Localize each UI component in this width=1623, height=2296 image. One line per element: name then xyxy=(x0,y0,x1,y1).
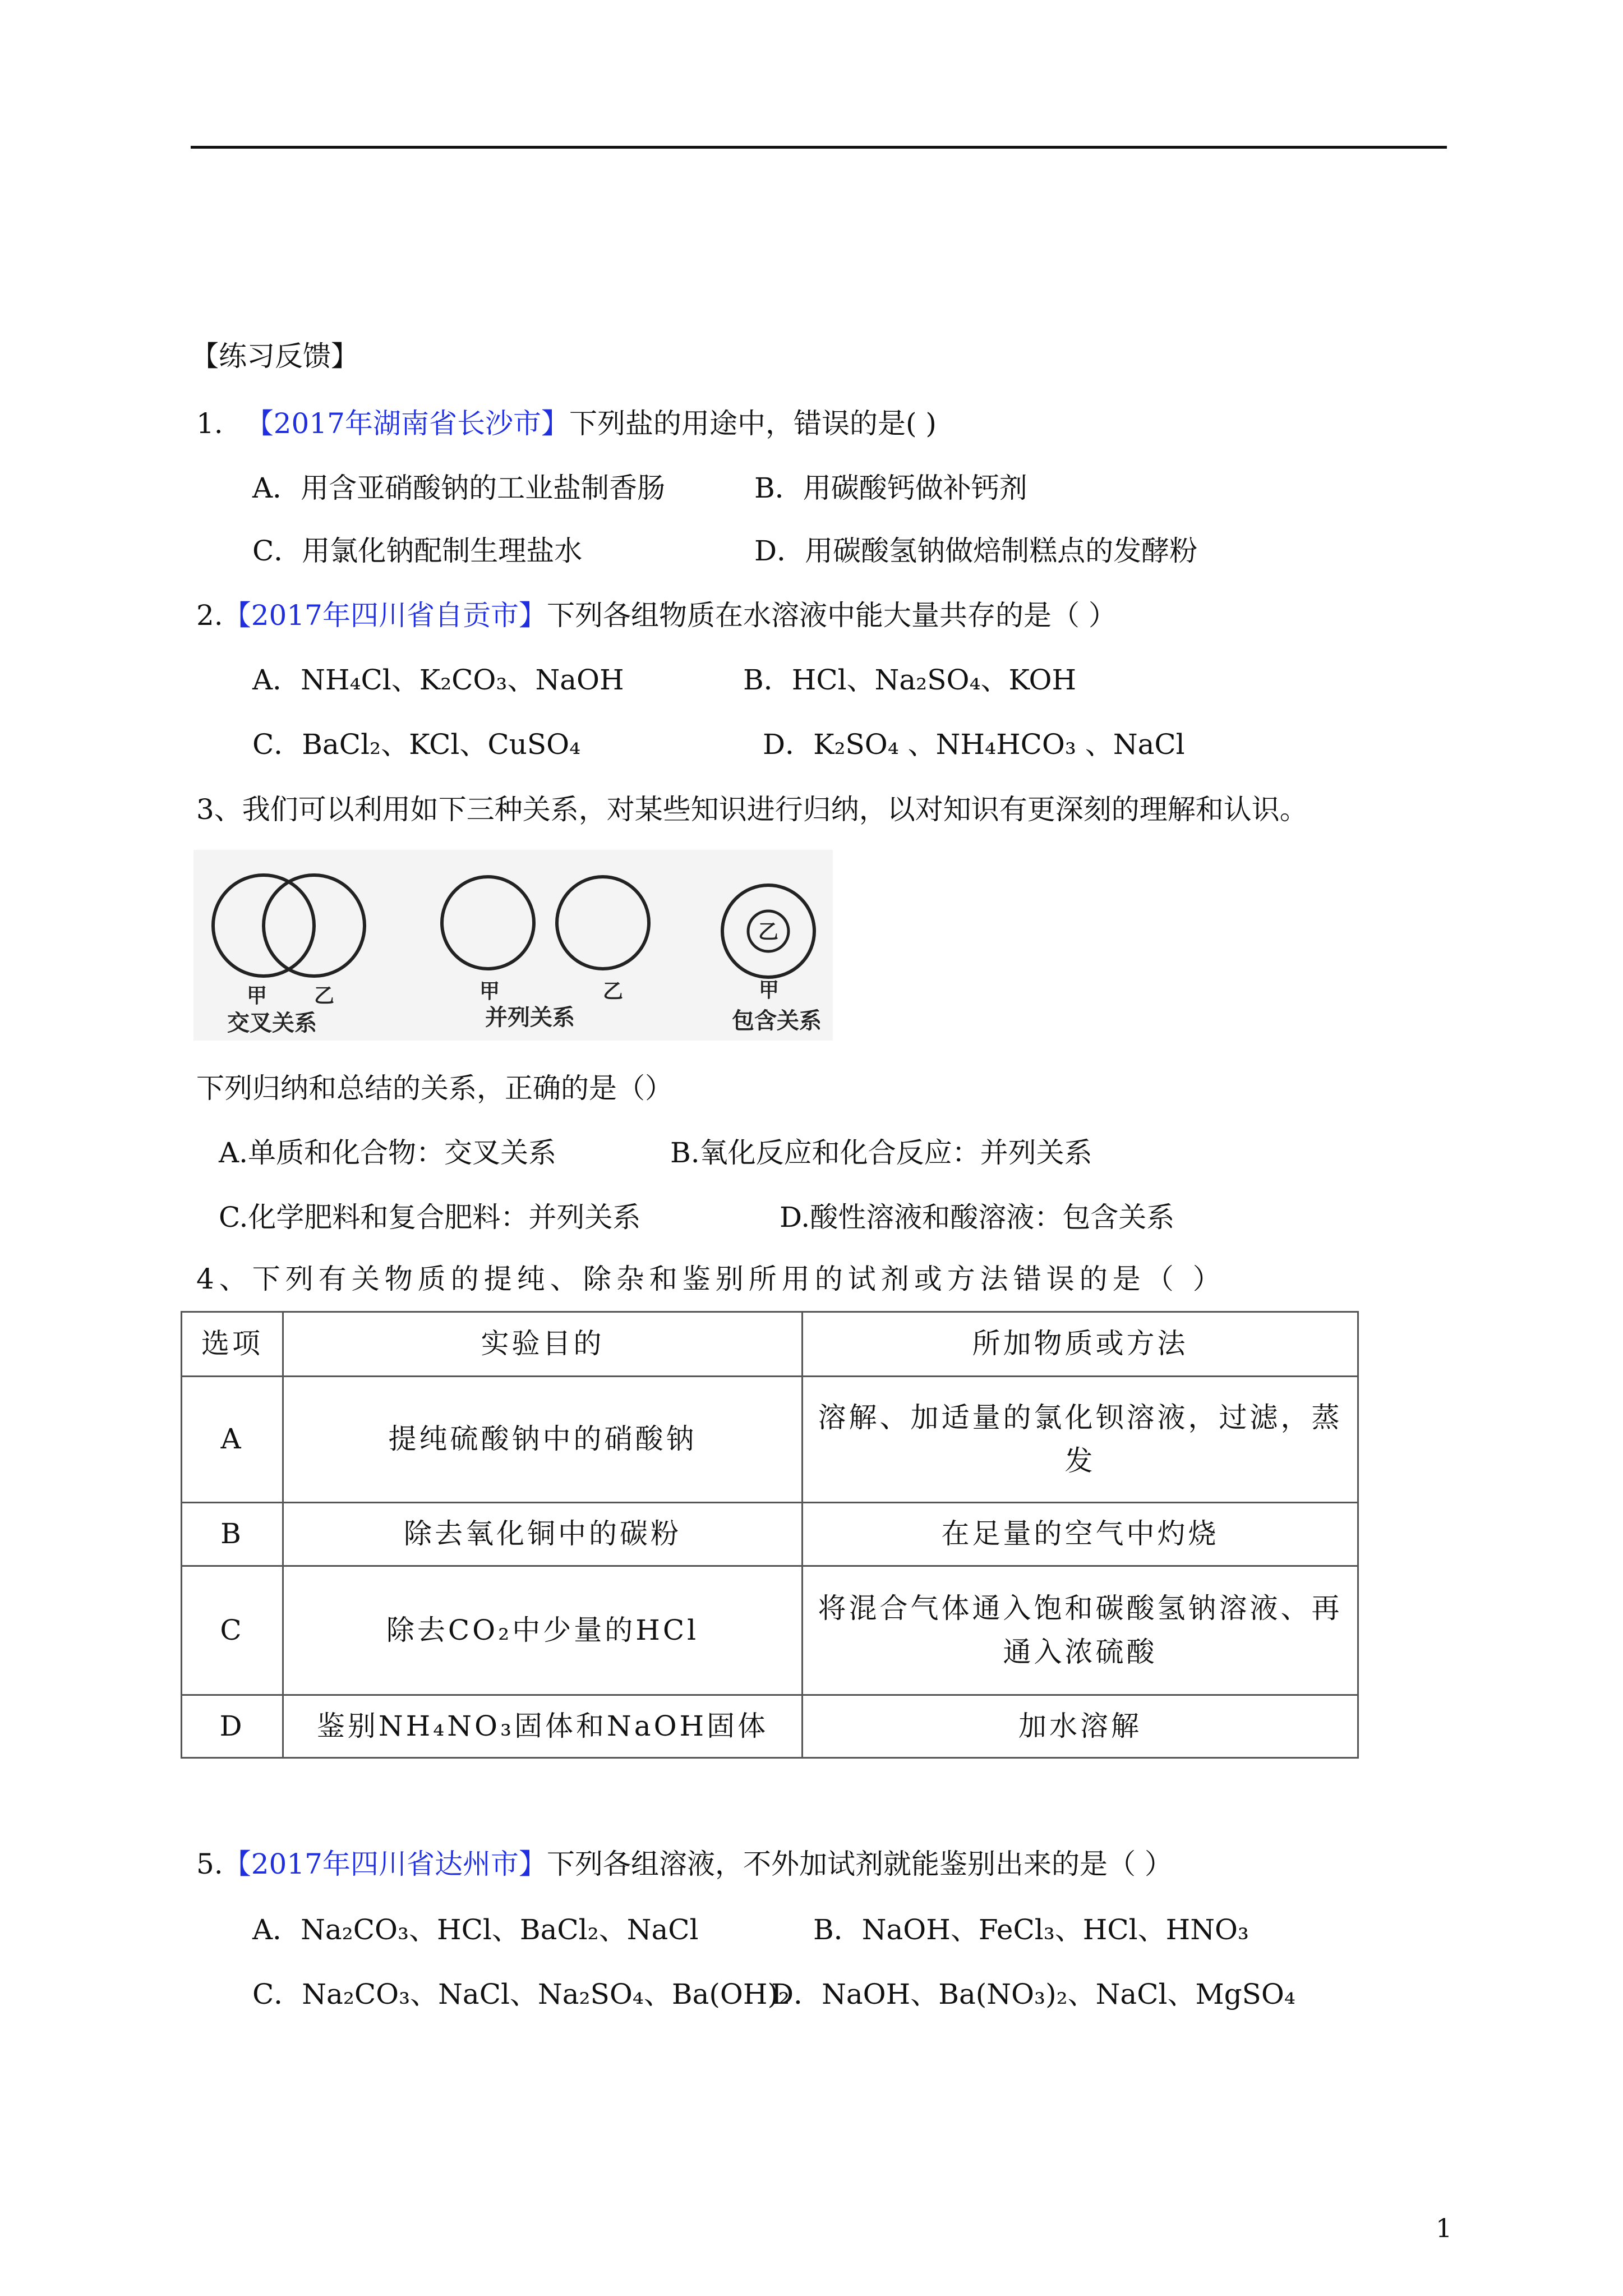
q5-option-a: A．Na₂CO₃、HCl、BaCl₂、NaCl xyxy=(252,1913,699,1946)
q3-option-a: A.单质和化合物：交叉关系 xyxy=(219,1137,557,1169)
header-method: 所加物质或方法 xyxy=(803,1312,1358,1377)
q1-option-b: B．用碳酸钙做补钙剂 xyxy=(754,472,1027,504)
q2-option-a: A．NH₄Cl、K₂CO₃、NaOH xyxy=(252,664,624,696)
question-source: 【2017年四川省达州市】 xyxy=(223,1848,547,1880)
q3-option-d: D.酸性溶液和酸溶液：包含关系 xyxy=(780,1201,1175,1234)
question-number: 2. xyxy=(196,599,223,632)
yi-label: 乙 xyxy=(603,980,624,1003)
row-option: A xyxy=(182,1377,283,1503)
q5-option-b: B．NaOH、FeCl₃、HCl、HNO₃ xyxy=(813,1913,1249,1946)
row-purpose: 除去氧化铜中的碳粉 xyxy=(283,1503,803,1566)
parallel-relation-label: 并列关系 xyxy=(485,1005,575,1030)
row-purpose: 鉴别NH₄NO₃固体和NaOH固体 xyxy=(283,1695,803,1758)
question-text: 下列各组物质在水溶液中能大量共存的是（ ） xyxy=(546,599,1117,632)
row-option: D xyxy=(182,1695,283,1758)
yi-label: 乙 xyxy=(758,921,779,944)
question-2-stem xyxy=(196,599,1117,632)
question-text: 下列盐的用途中，错误的是( ) xyxy=(569,407,937,440)
q4-table xyxy=(181,1311,1359,1759)
question-1-stem xyxy=(196,409,937,438)
q1-option-c: C．用氯化钠配制生理盐水 xyxy=(252,535,583,567)
q3-option-c: C.化学肥料和复合肥料：并列关系 xyxy=(219,1201,641,1234)
question-source: 【2017年四川省自贡市】 xyxy=(223,599,547,632)
question-5-stem xyxy=(196,1850,1173,1878)
q1-option-d: D．用碳酸氢钠做焙制糕点的发酵粉 xyxy=(754,535,1198,567)
q2-option-d: D．K₂SO₄ 、NH₄HCO₃ 、NaCl xyxy=(763,728,1185,761)
jia-label: 甲 xyxy=(479,980,500,1003)
table-row xyxy=(182,1695,1358,1758)
row-method: 将混合气体通入饱和碳酸氢钠溶液、再通入浓硫酸 xyxy=(803,1566,1358,1695)
row-option: C xyxy=(182,1566,283,1695)
cross-relation-label: 交叉关系 xyxy=(227,1010,317,1036)
row-purpose: 除去CO₂中少量的HCl xyxy=(283,1566,803,1695)
question-number: 5. xyxy=(196,1848,223,1880)
question-source: 【2017年湖南省长沙市】 xyxy=(245,407,569,440)
section-title: 【练习反馈】 xyxy=(191,340,359,372)
row-method: 加水溶解 xyxy=(803,1695,1358,1758)
table-header-row xyxy=(182,1312,1358,1377)
q2-option-b: B．HCl、Na₂SO₄、KOH xyxy=(743,664,1077,696)
question-4-stem: 4、下列有关物质的提纯、除杂和鉴别所用的试剂或方法错误的是（ ） xyxy=(196,1263,1226,1295)
question-text: 下列各组溶液，不外加试剂就能鉴别出来的是（ ） xyxy=(546,1848,1173,1880)
q5-option-d: D．NaOH、Ba(NO₃)₂、NaCl、MgSO₄ xyxy=(771,1978,1295,2010)
row-method: 溶解、加适量的氯化钡溶液，过滤，蒸发 xyxy=(803,1377,1358,1503)
question-3-stem: 3、我们可以利用如下三种关系，对某些知识进行归纳，以对知识有更深刻的理解和认识。 xyxy=(196,793,1308,826)
table-row xyxy=(182,1503,1358,1566)
table-row xyxy=(182,1377,1358,1503)
yi-label: 乙 xyxy=(314,984,335,1007)
table-row xyxy=(182,1566,1358,1695)
relation-diagram xyxy=(193,850,833,1041)
header-purpose: 实验目的 xyxy=(283,1312,803,1377)
q2-option-c: C．BaCl₂、KCl、CuSO₄ xyxy=(252,728,581,761)
contain-relation-label: 包含关系 xyxy=(732,1008,822,1034)
q3-question: 下列归纳和总结的关系，正确的是（） xyxy=(196,1072,673,1105)
page-number: 1 xyxy=(1436,2213,1453,2243)
row-purpose: 提纯硫酸钠中的硝酸钠 xyxy=(283,1377,803,1503)
q5-option-c: C．Na₂CO₃、NaCl、Na₂SO₄、Ba(OH)₂ xyxy=(252,1978,790,2010)
jia-label: 甲 xyxy=(247,984,268,1007)
row-option: B xyxy=(182,1503,283,1566)
row-method: 在足量的空气中灼烧 xyxy=(803,1503,1358,1566)
jia-label: 甲 xyxy=(759,979,780,1002)
header-option: 选项 xyxy=(182,1312,283,1377)
header-rule xyxy=(191,146,1447,149)
question-number: 1. xyxy=(196,407,223,440)
q3-option-b: B.氧化反应和化合反应：并列关系 xyxy=(670,1137,1092,1169)
q1-option-a: A．用含亚硝酸钠的工业盐制香肠 xyxy=(252,472,666,504)
